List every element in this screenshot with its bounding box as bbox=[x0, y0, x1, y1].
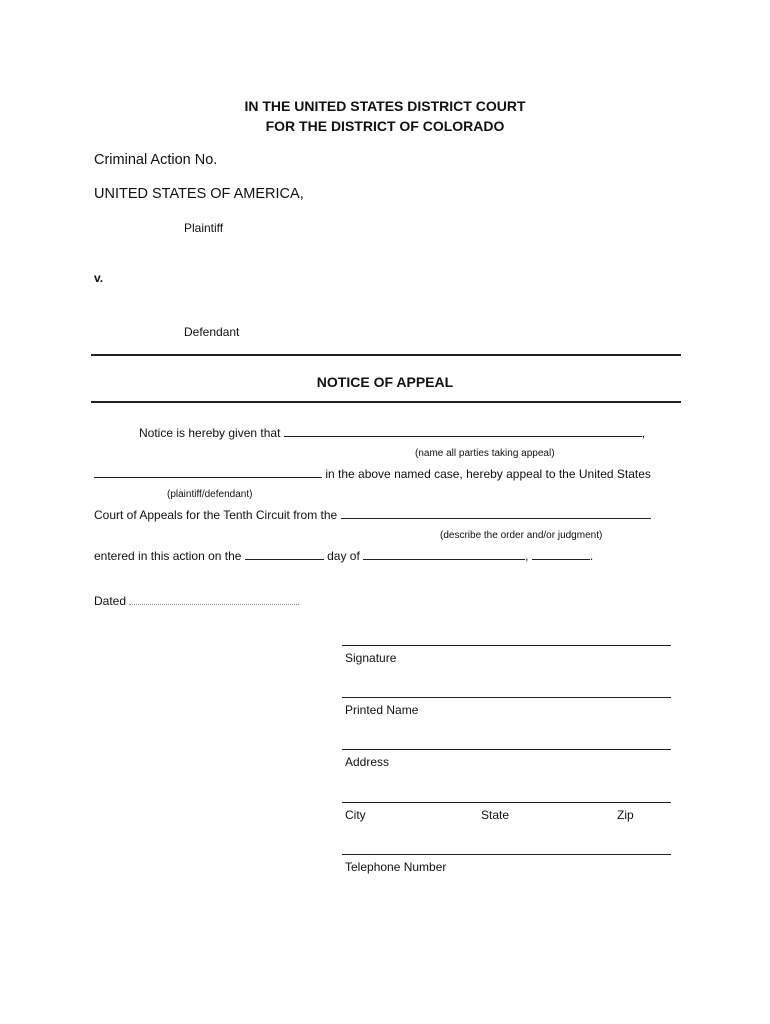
appealing-parties-field[interactable] bbox=[284, 424, 642, 437]
city-label: City bbox=[345, 808, 366, 822]
criminal-action-number: Criminal Action No. bbox=[94, 152, 218, 168]
signature-line[interactable] bbox=[342, 645, 671, 646]
printed-name-label: Printed Name bbox=[345, 703, 419, 717]
city-state-zip-line[interactable] bbox=[342, 802, 671, 803]
period-text: . bbox=[589, 549, 594, 563]
telephone-label: Telephone Number bbox=[345, 860, 447, 874]
court-district: FOR THE DISTRICT OF COLORADO bbox=[265, 118, 505, 134]
state-label: State bbox=[481, 808, 510, 822]
plaintiff-label: Plaintiff bbox=[184, 221, 224, 235]
entry-year-field[interactable] bbox=[532, 547, 590, 560]
notice-line-1 bbox=[139, 424, 645, 440]
zip-label: Zip bbox=[617, 808, 634, 822]
address-line[interactable] bbox=[342, 749, 671, 750]
address-label: Address bbox=[345, 755, 390, 769]
notice-title: NOTICE OF APPEAL bbox=[316, 374, 454, 390]
dated-field[interactable] bbox=[129, 593, 299, 605]
day-of-text: day of bbox=[327, 549, 360, 563]
notice-line-3 bbox=[94, 506, 651, 522]
dated-label: Dated bbox=[94, 594, 127, 608]
appeal-text: in the above named case, hereby appeal to the United States bbox=[325, 467, 651, 481]
entered-text: entered in this action on the bbox=[94, 549, 242, 563]
notice-given-text: Notice is hereby given that bbox=[139, 426, 281, 440]
telephone-line[interactable] bbox=[342, 854, 671, 855]
entry-month-field[interactable] bbox=[363, 547, 525, 560]
comma-text: , bbox=[641, 426, 646, 440]
versus-label: v. bbox=[94, 271, 104, 285]
dated-row bbox=[94, 593, 299, 608]
date-comma-text: , bbox=[525, 549, 529, 563]
order-judgment-hint: (describe the order and/or judgment) bbox=[440, 530, 603, 541]
court-name: IN THE UNITED STATES DISTRICT COURT bbox=[244, 98, 526, 114]
entry-day-field[interactable] bbox=[245, 547, 324, 560]
parties-hint: (name all parties taking appeal) bbox=[415, 448, 555, 459]
plaintiff-party-name: UNITED STATES OF AMERICA, bbox=[94, 186, 304, 202]
court-of-appeals-text: Court of Appeals for the Tenth Circuit from the bbox=[94, 508, 338, 522]
top-divider bbox=[91, 354, 681, 356]
notice-line-4 bbox=[94, 547, 593, 563]
printed-name-line[interactable] bbox=[342, 697, 671, 698]
notice-line-2 bbox=[94, 465, 651, 481]
defendant-label: Defendant bbox=[184, 325, 240, 339]
signature-label: Signature bbox=[345, 651, 397, 665]
bottom-divider bbox=[91, 401, 681, 403]
plaintiff-defendant-field[interactable] bbox=[94, 465, 322, 478]
plaintiff-defendant-hint: (plaintiff/defendant) bbox=[167, 489, 253, 500]
order-judgment-field[interactable] bbox=[341, 506, 651, 519]
